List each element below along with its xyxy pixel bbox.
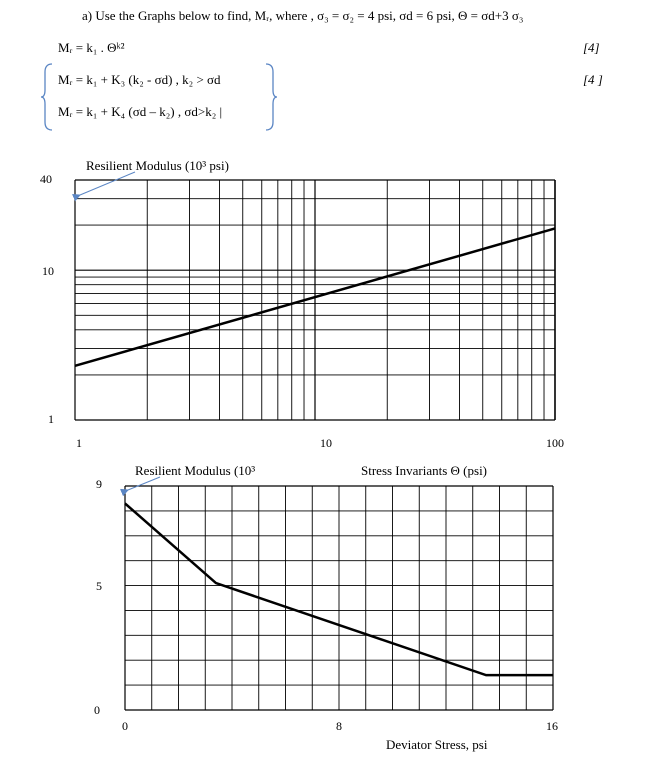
chart1-x-tick-label-100: 100 bbox=[546, 436, 564, 450]
chart2-x-tick-label-8: 8 bbox=[336, 719, 342, 733]
marks-label: [4] bbox=[583, 40, 600, 55]
chart2-x-axis-label: Deviator Stress, psi bbox=[386, 737, 488, 752]
chart2-annotation: Resilient Modulus (10³ bbox=[135, 463, 256, 478]
equation-bilinear-low: Mᵣ = k₁ + K₃ (k₂ - σd) , k₂ > σd bbox=[58, 72, 221, 87]
chart2-top-label: Stress Invariants Θ (psi) bbox=[361, 463, 488, 478]
chart2-x-tick-label-16: 16 bbox=[546, 719, 558, 733]
chart1-grid bbox=[75, 180, 555, 420]
chart1-y-tick-label-1: 1 bbox=[48, 412, 54, 426]
left-brace bbox=[40, 62, 56, 132]
chart-log-log bbox=[0, 150, 663, 460]
chart1-annotation-arrow bbox=[80, 172, 135, 195]
chart1-annotation: Resilient Modulus (10³ psi) bbox=[86, 158, 229, 173]
chart2-y-tick-label-9: 9 bbox=[96, 477, 102, 491]
chart1-y-tick-label-10: 10 bbox=[42, 264, 54, 278]
chart2-annotation-arrow bbox=[128, 477, 160, 490]
equation-bilinear-high: Mᵣ = k₁ + K₄ (σd – k₂) , σd>k₂ | bbox=[58, 104, 223, 119]
chart-linear bbox=[0, 460, 663, 758]
chart2-x-tick-label-0: 0 bbox=[122, 719, 128, 733]
equation-power-model: Mᵣ = k₁ . Θᵏ² bbox=[58, 40, 125, 55]
chart2-y-tick-label-0: 0 bbox=[94, 703, 100, 717]
marks-label-2: [4 ] bbox=[583, 72, 603, 87]
chart1-x-tick-label-10: 10 bbox=[320, 436, 332, 450]
chart1-x-tick-label-1: 1 bbox=[76, 436, 82, 450]
chart2-y-tick-label-5: 5 bbox=[96, 579, 102, 593]
right-brace bbox=[262, 62, 278, 132]
question-text: a) Use the Graphs below to find, Mᵣ, where , σ₃ = σ₂ = 4 psi, σd = 6 psi, Θ = σd+3 σ₃ bbox=[82, 8, 524, 23]
chart1-y-tick-label-40: 40 bbox=[40, 172, 52, 186]
